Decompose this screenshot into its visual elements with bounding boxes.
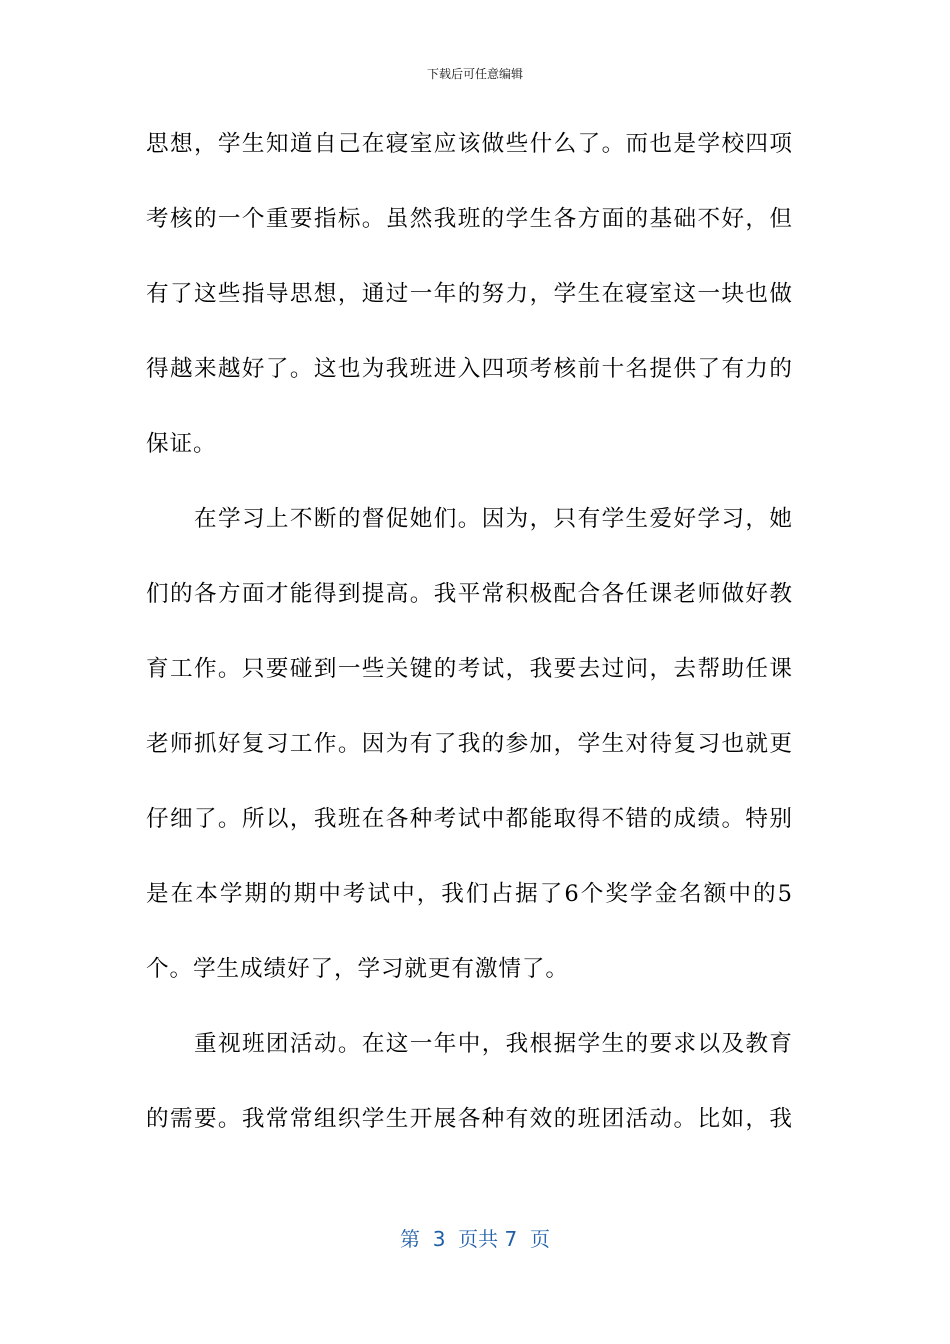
body-line: 保证。 — [146, 431, 217, 457]
body-line: 的需要。我常常组织学生开展各种有效的班团活动。比如，我 — [146, 1106, 792, 1132]
page-header: 下载后可任意编辑 — [426, 67, 523, 81]
body-line: 重视班团活动。在这一年中，我根据学生的要求以及教育 — [194, 1031, 792, 1057]
body-line: 个。学生成绩好了，学习就更有激情了。 — [146, 956, 569, 982]
body-line: 仔细了。所以，我班在各种考试中都能取得不错的成绩。特别 — [146, 806, 792, 832]
body-line: 在学习上不断的督促她们。因为，只有学生爱好学习，她 — [194, 506, 792, 532]
body-line: 思想，学生知道自己在寝室应该做些什么了。而也是学校四项 — [146, 131, 792, 157]
body-line: 有了这些指导思想，通过一年的努力，学生在寝室这一块也做 — [146, 281, 792, 307]
body-line: 考核的一个重要指标。虽然我班的学生各方面的基础不好，但 — [146, 206, 792, 232]
body-line: 得越来越好了。这也为我班进入四项考核前十名提供了有力的 — [146, 356, 792, 382]
page-number: 第 3 页共 7 页 — [400, 1227, 550, 1251]
body-line: 们的各方面才能得到提高。我平常积极配合各任课老师做好教 — [146, 581, 792, 607]
body-line: 老师抓好复习工作。因为有了我的参加，学生对待复习也就更 — [146, 731, 792, 757]
body-line: 是在本学期的期中考试中，我们占据了6个奖学金名额中的5 — [146, 881, 792, 907]
body-line: 育工作。只要碰到一些关键的考试，我要去过问，去帮助任课 — [146, 656, 792, 682]
